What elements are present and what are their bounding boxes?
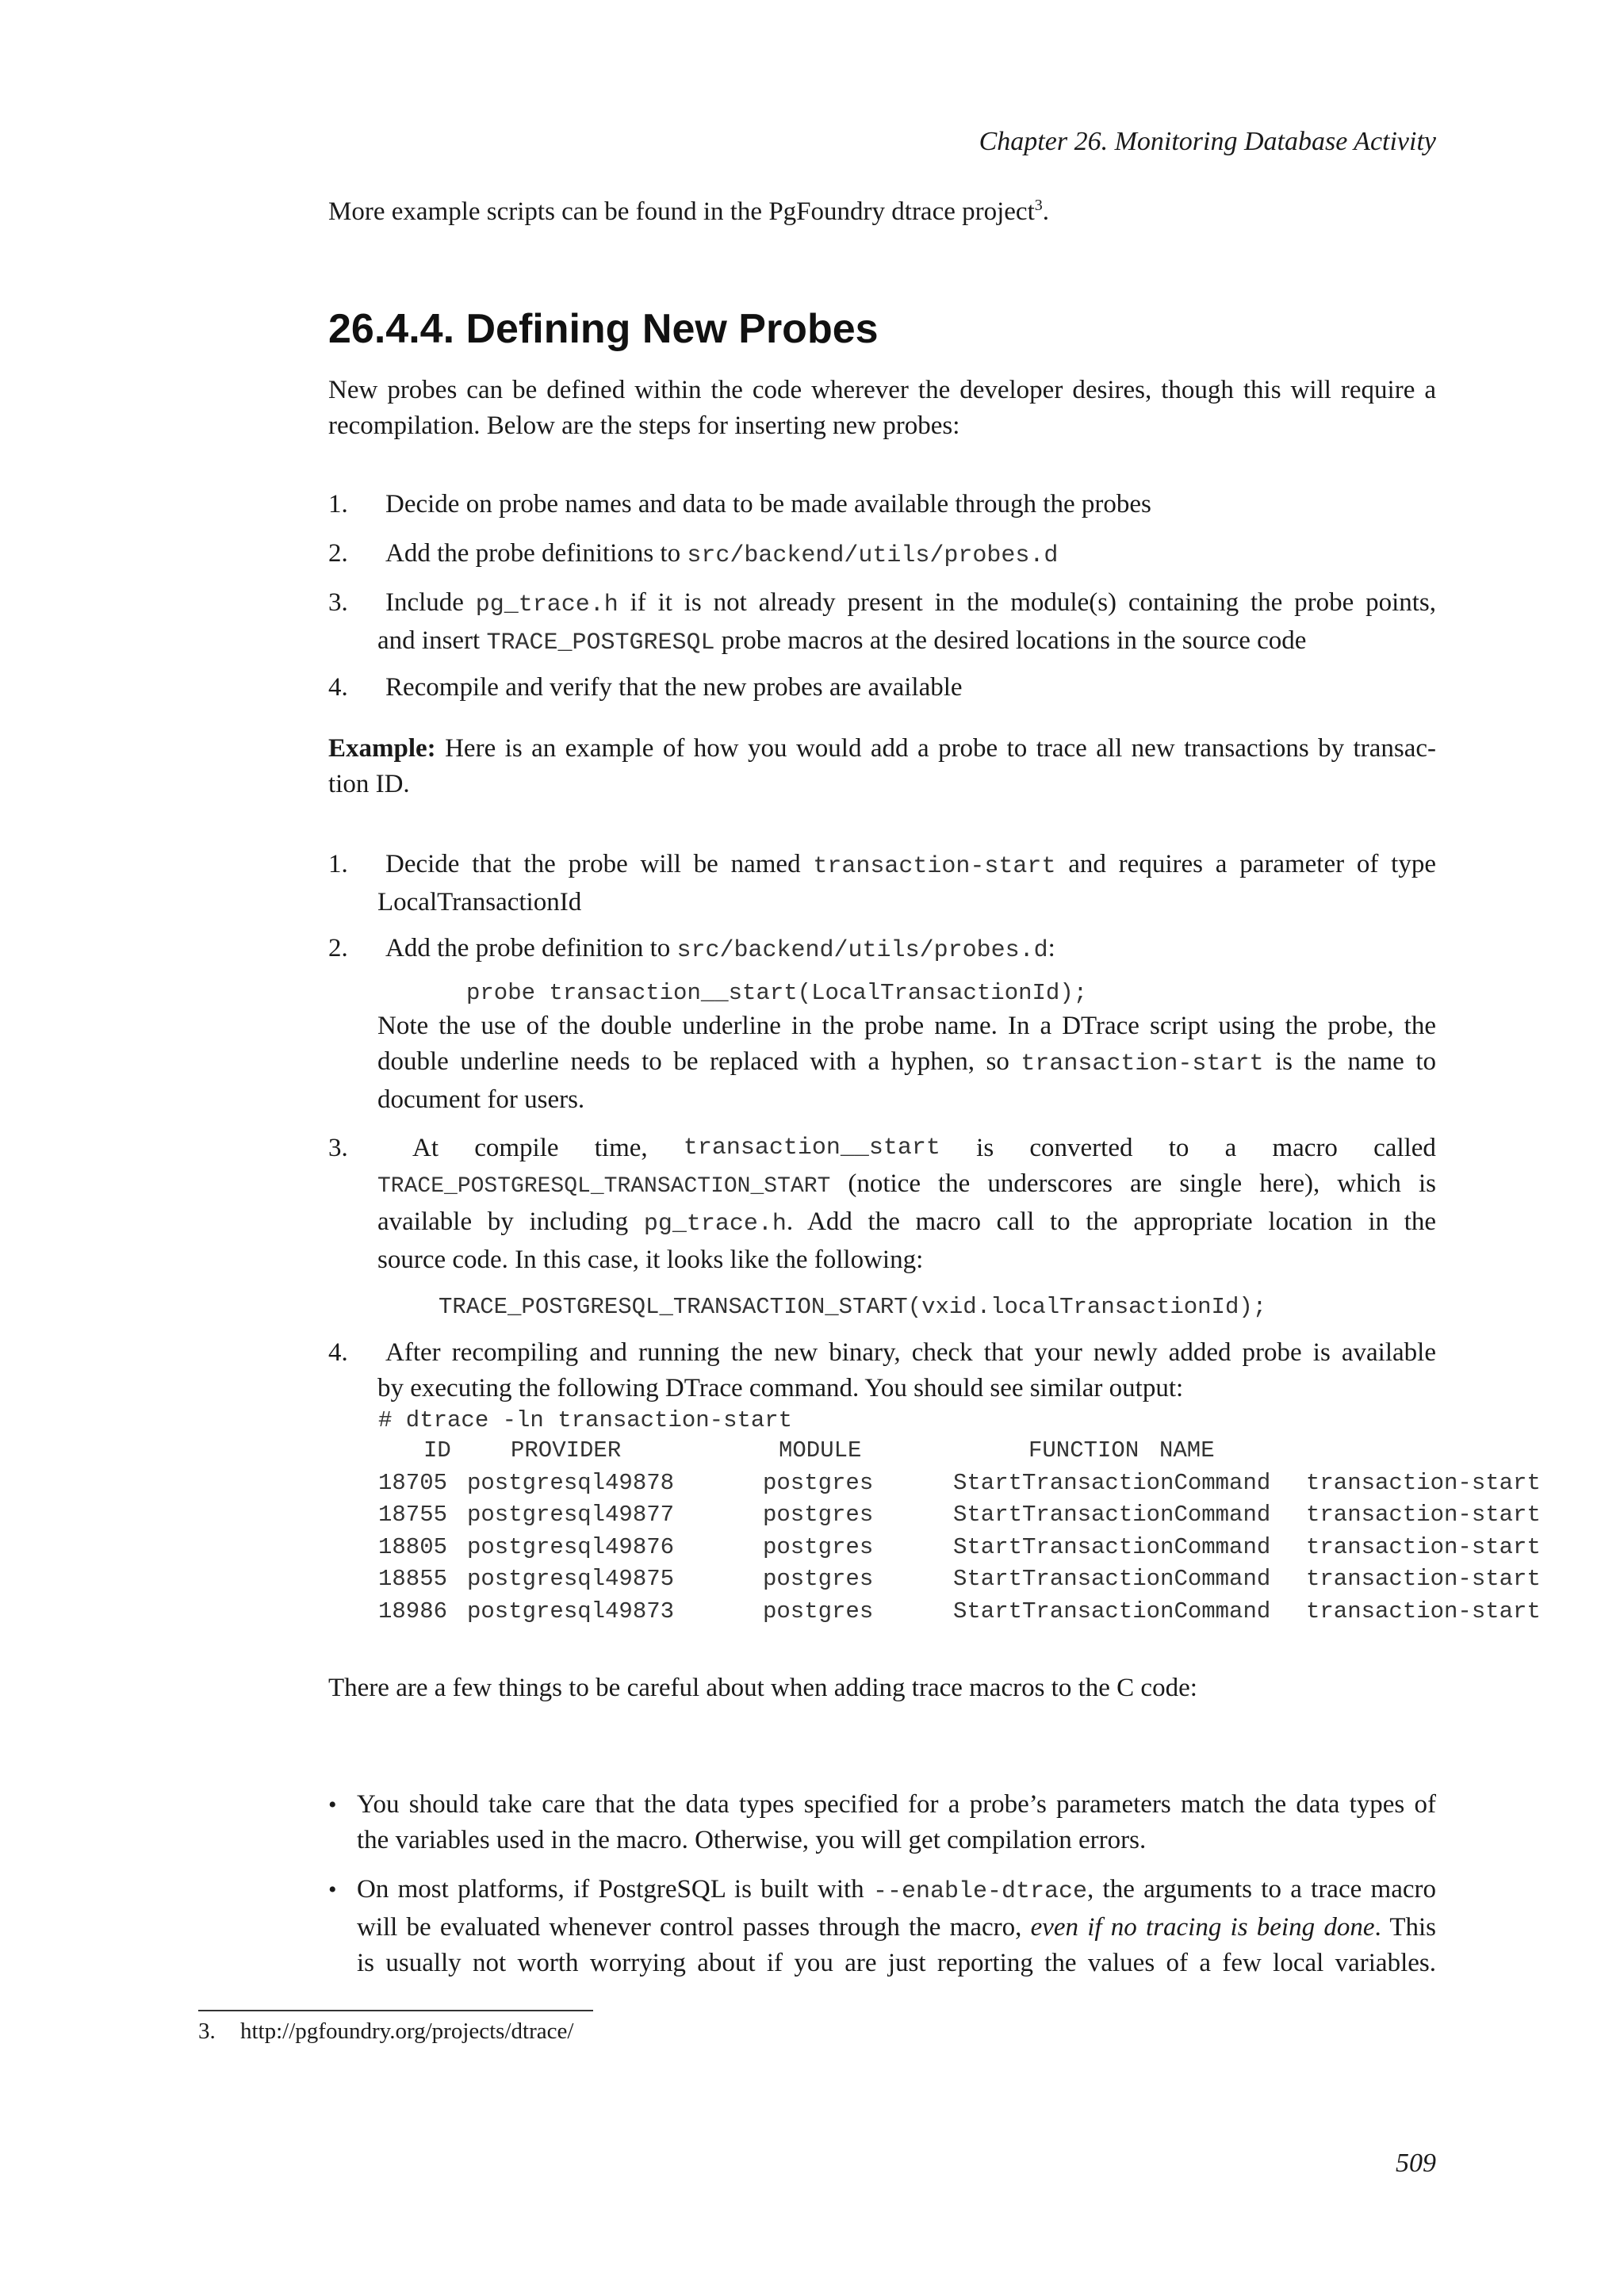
text-run: and requires a parameter of type <box>1055 850 1436 878</box>
example-step-number: 3. <box>328 1134 348 1162</box>
intro-body-paragraph <box>328 373 1436 444</box>
example-step-number: 2. <box>328 934 348 962</box>
emphasis-text: even if no tracing is being done <box>1030 1913 1375 1942</box>
function: StartTransactionCommand <box>953 1566 1271 1592</box>
intro-paragraph <box>328 194 1049 230</box>
step-text: Decide on probe names and data to be made available through the probes <box>385 490 1151 519</box>
function: StartTransactionCommand <box>953 1598 1271 1624</box>
para1-line1: New probes can be defined within the code wherever the developer desires, though this will require a <box>328 376 1436 404</box>
example-step-number: 1. <box>328 850 348 878</box>
note-line3: document for users. <box>377 1085 585 1114</box>
text-run: Here is an example of how you would add a probe to trace all new transactions by transac- <box>435 734 1436 763</box>
step-number: 4. <box>328 673 348 702</box>
chapter-header: Chapter 26. Monitoring Database Activity <box>979 127 1436 156</box>
probe-name-code: transaction__start <box>683 1135 940 1161</box>
ex1-line1 <box>385 847 1436 885</box>
step-number: 2. <box>328 539 348 568</box>
module: postgres <box>763 1502 874 1528</box>
bullet-marker: • <box>328 1792 337 1818</box>
bullet2-line3: is usually not worth worrying about if you are just reporting the values of a few local variables. <box>357 1949 1436 1977</box>
note-line1: Note the use of the double underline in the probe name. In a DTrace script using the probe, the <box>377 1012 1436 1040</box>
ex1-line2: LocalTransactionId <box>377 888 582 916</box>
probe-name-code: transaction-start <box>813 853 1056 880</box>
text-run: probe macros at the desired locations in the source code <box>714 626 1307 655</box>
column-header: MODULE <box>779 1437 862 1464</box>
file-path-code: src/backend/utils/probes.d <box>687 542 1059 569</box>
page-number: 509 <box>1396 2149 1436 2178</box>
bullet1-line2: the variables used in the macro. Otherwise, you will get compilation errors. <box>357 1826 1147 1854</box>
probe-id: 18755 <box>378 1502 448 1528</box>
provider: postgresql49875 <box>467 1566 675 1592</box>
macro-name-code: TRACE_POSTGRESQL_TRANSACTION_START <box>377 1174 831 1199</box>
footnote-reference[interactable]: 3 <box>1034 197 1043 214</box>
provider: postgresql49876 <box>467 1533 675 1560</box>
probe-name: transaction-start <box>1306 1502 1541 1528</box>
section-title: 26.4.4. Defining New Probes <box>328 306 879 352</box>
example-step-number: 4. <box>328 1338 348 1367</box>
intro-text: More example scripts can be found in the PgFoundry dtrace project <box>328 197 1035 226</box>
module: postgres <box>763 1566 874 1592</box>
example-line1 <box>328 731 1436 767</box>
module: postgres <box>763 1533 874 1560</box>
text-run: Decide that the probe will be named <box>385 850 814 878</box>
text-run: Add the probe definition to <box>385 934 677 962</box>
text-run: converted <box>1029 1134 1133 1162</box>
probe-name: transaction-start <box>1306 1566 1541 1592</box>
bullet-item <box>357 1787 1436 1858</box>
ex3-line2 <box>377 1166 1436 1204</box>
text-run: time, <box>594 1134 648 1162</box>
probe-name: transaction-start <box>1306 1469 1541 1496</box>
ex3-line3 <box>377 1204 1436 1242</box>
ex4-line1: After recompiling and running the new binary, check that your newly added probe is available <box>385 1338 1436 1367</box>
double-underline-note <box>377 1008 1436 1118</box>
ex3-line4: source code. In this case, it looks like the following: <box>377 1246 924 1274</box>
step-number: 1. <box>328 490 348 519</box>
intro-end: . <box>1042 197 1049 226</box>
careful-paragraph: There are a few things to be careful about when adding trace macros to the C code: <box>328 1674 1197 1702</box>
provider: postgresql49878 <box>467 1469 675 1496</box>
function: StartTransactionCommand <box>953 1502 1271 1528</box>
example-step-text <box>377 847 1436 920</box>
probe-name-code: transaction-start <box>1021 1050 1264 1077</box>
function: StartTransactionCommand <box>953 1533 1271 1560</box>
ex3-line1 <box>377 1131 1436 1166</box>
text-run: On most platforms, if PostgreSQL is built with <box>357 1875 873 1904</box>
step-number: 3. <box>328 588 348 617</box>
text-run: is the name to <box>1263 1047 1436 1076</box>
bullet2-line2 <box>357 1910 1436 1946</box>
configure-flag-code: --enable-dtrace <box>872 1878 1087 1905</box>
header-file-code: pg_trace.h <box>643 1211 787 1238</box>
file-path-code: src/backend/utils/probes.d <box>676 937 1048 964</box>
text-run: double underline needs to be replaced with a hyphen, so <box>377 1047 1021 1076</box>
step-text-part: Add the probe definitions to <box>385 539 688 568</box>
text-run: will be evaluated whenever control passes through the macro, <box>357 1913 1031 1942</box>
probe-id: 18855 <box>378 1566 448 1592</box>
probe-name: transaction-start <box>1306 1598 1541 1624</box>
note-line2 <box>377 1044 1436 1082</box>
ex4-line2: by executing the following DTrace command. You should see similar output: <box>377 1374 1184 1402</box>
header-file-code: pg_trace.h <box>475 591 619 618</box>
text-run: is <box>976 1134 994 1162</box>
dtrace-command-code: # dtrace -ln transaction-start <box>378 1407 793 1433</box>
step3-line1 <box>385 585 1436 623</box>
probe-id: 18986 <box>378 1598 448 1624</box>
probe-id: 18805 <box>378 1533 448 1560</box>
step-text <box>377 585 1436 661</box>
macro-call-code: TRACE_POSTGRESQL_TRANSACTION_START(vxid.localTransactionId); <box>439 1294 1267 1320</box>
probe-name: transaction-start <box>1306 1533 1541 1560</box>
macro-prefix-code: TRACE_POSTGRESQL <box>486 629 715 656</box>
example-line2: tion ID. <box>328 770 410 798</box>
step-text <box>385 536 1058 574</box>
example-step-text <box>377 1131 1436 1278</box>
text-run: . This <box>1374 1913 1437 1942</box>
text-run: (notice the underscores are single here), which is <box>830 1169 1436 1198</box>
step-text: Recompile and verify that the new probes are available <box>385 673 963 702</box>
provider: postgresql49877 <box>467 1502 675 1528</box>
text-run: . Add the macro call to the appropriate location in the <box>786 1207 1437 1236</box>
text-run: At <box>412 1134 439 1162</box>
text-run: compile <box>474 1134 559 1162</box>
example-label: Example: <box>328 734 436 763</box>
function: StartTransactionCommand <box>953 1469 1271 1496</box>
column-header: FUNCTION <box>1028 1437 1139 1464</box>
step3-line2 <box>377 623 1436 661</box>
text-run: and insert <box>377 626 487 655</box>
footnote <box>198 2014 573 2049</box>
footnote-divider <box>198 2010 593 2011</box>
text-run: if it is not already present in the module(s) containing the probe points, <box>618 588 1436 617</box>
module: postgres <box>763 1469 874 1496</box>
text-run: , the arguments to a trace macro <box>1087 1875 1436 1904</box>
footnote-number: 3. <box>198 2019 216 2044</box>
module: postgres <box>763 1598 874 1624</box>
bullet-item <box>357 1872 1436 1981</box>
provider: postgresql49873 <box>467 1598 675 1624</box>
bullet2-line1 <box>357 1872 1436 1910</box>
text-run: a <box>1224 1134 1237 1162</box>
column-header: ID <box>423 1437 451 1464</box>
example-step-text <box>377 1335 1436 1406</box>
para1-line2: recompilation. Below are the steps for inserting new probes: <box>328 411 960 440</box>
example-step-text <box>385 931 1055 969</box>
probe-id: 18705 <box>378 1469 448 1496</box>
column-header: NAME <box>1159 1437 1215 1464</box>
text-run: to <box>1168 1134 1189 1162</box>
text-run: called <box>1373 1134 1436 1162</box>
bullet-marker: • <box>328 1877 337 1903</box>
bullet1-line1: You should take care that the data types specified for a probe’s parameters match the data types of <box>357 1790 1436 1819</box>
text-run: available by including <box>377 1207 644 1236</box>
example-paragraph <box>328 731 1436 802</box>
footnote-link[interactable]: http://pgfoundry.org/projects/dtrace/ <box>240 2019 574 2044</box>
column-header: PROVIDER <box>511 1437 622 1464</box>
text-run: macro <box>1272 1134 1338 1162</box>
text-run: : <box>1048 934 1055 962</box>
text-run: Include <box>385 588 476 617</box>
probe-definition-code: probe transaction__start(LocalTransactionId); <box>466 980 1088 1006</box>
